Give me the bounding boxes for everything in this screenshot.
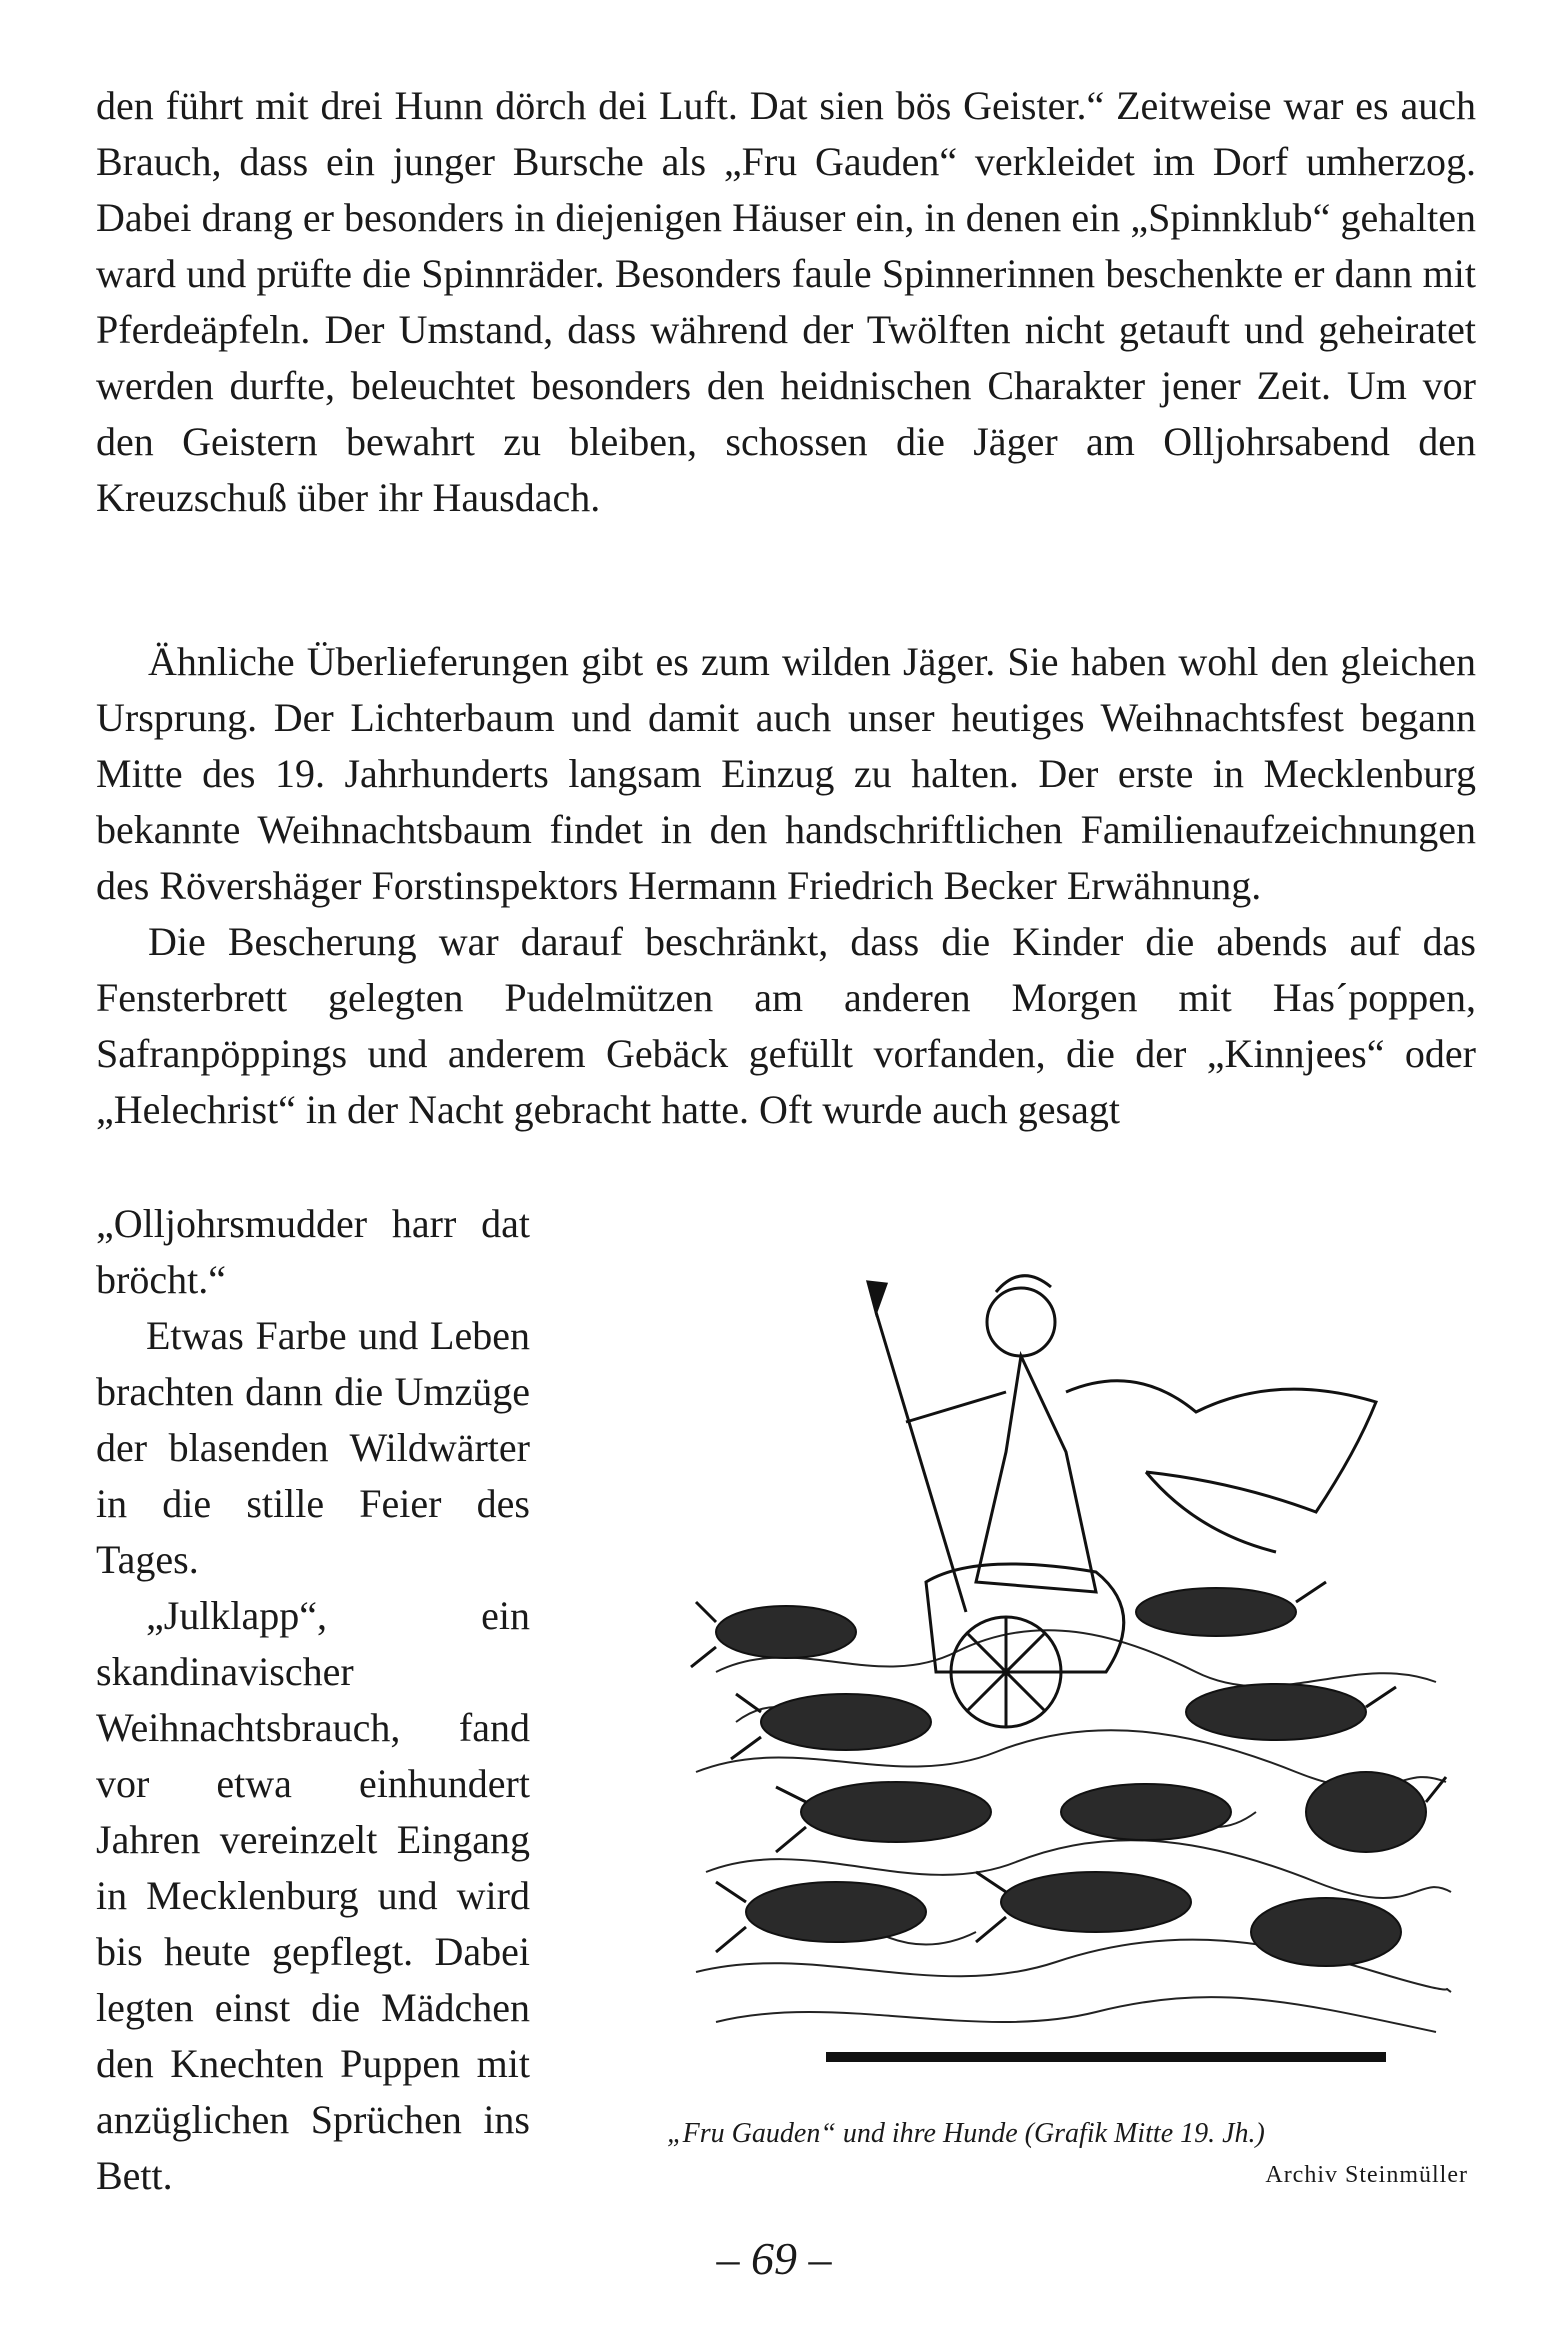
paragraph: „Olljohrsmudder harr dat bröcht.“ (96, 1201, 530, 1302)
figure-credit: Archiv Steinmüller (1265, 2162, 1468, 2188)
figure-caption: „Fru Gauden“ und ihre Hunde (Grafik Mitte 19. Jh.) (667, 2118, 1265, 2149)
text-block-middle (96, 634, 1476, 1138)
text-block-top (96, 78, 1476, 526)
paragraph: „Julklapp“, ein skandinavischer Weihnachtsbrauch, fand vor etwa einhundert Jahren vereinzelt Eingang in Mecklenburg und wird bis heute gepflegt. Dabei legten einst die Mädchen den Knechten Puppen mit anzüglichen Sprüchen ins Bett. (96, 1593, 530, 2198)
paragraph: Die Bescherung war darauf beschränkt, dass die Kinder die abends auf das Fensterbrett gelegten Pudelmützen am anderen Morgen mit Has´poppen, Safranpöppings und anderem Gebäck gefüllt vorfanden, die der „Kinnjees“ oder „Helechrist“ in der Nacht gebracht hatte. Oft wurde auch gesagt (96, 919, 1476, 1132)
paragraph: den führt mit drei Hunn dörch dei Luft. Dat sien bös Geister.“ Zeitweise war es auch Brauch, dass ein junger Bursche als „Fru Gauden“ verkleidet im Dorf umherzog. Dabei drang er besonders in diejenigen Häuser ein, in denen ein „Spinnklub“ gehalten ward und prüfte die Spinnräder. Besonders faule Spinnerinnen beschenkte er dann mit Pferdeäpfeln. Der Umstand, dass während der Twölften nicht getauft und geheiratet werden durfte, beleuchtet besonders den heidnischen Charakter jener Zeit. Um vor den Geistern bewahrt zu bleiben, schossen die Jäger am Olljohrsabend den Kreuzschuß über ihr Hausdach. (96, 83, 1476, 520)
page-number: – 69 – (716, 2233, 832, 2284)
paragraph: Etwas Farbe und Leben brachten dann die Umzüge der blasenden Wildwärter in die stille Feier des Tages. (96, 1313, 530, 1582)
paragraph: Ähnliche Überlieferungen gibt es zum wilden Jäger. Sie haben wohl den gleichen Ursprung. Der Lichterbaum und damit auch unser heutiges Weihnachtsfest begann Mitte des 19. Jahrhunderts langsam Einzug zu halten. Der erste in Mecklenburg bekannte Weihnachtsbaum findet in den handschriftlichen Familienaufzeichnungen des Rövershäger Forstinspektors Hermann Friedrich Becker Erwähnung. (96, 639, 1476, 908)
engraving-illustration (676, 1252, 1456, 2082)
illustration-fru-gauden (676, 1252, 1456, 2082)
text-column-left (96, 1196, 530, 2204)
